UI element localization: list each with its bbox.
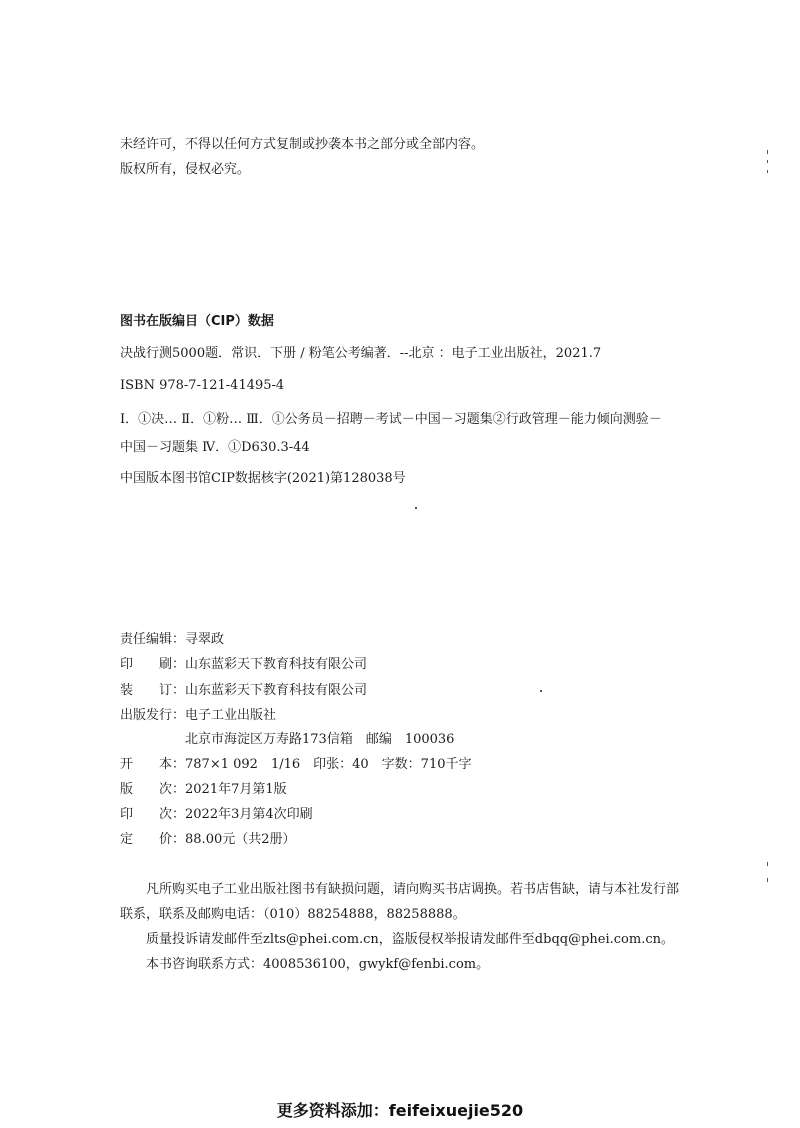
scan-speck (767, 878, 768, 882)
scan-speck (767, 150, 768, 154)
imprint-editor-value: 寻翠政 (185, 632, 225, 647)
imprint-publisher (120, 708, 276, 724)
imprint-format-label: 开 本： (120, 757, 186, 772)
cip-number: 中国版本图书馆CIP数据核字(2021)第128038号 (120, 471, 406, 486)
notice-line1: 凡所购买电子工业出版社图书有缺损问题，请向购买书店调换。若书店售缺，请与本社发行部 (146, 882, 680, 897)
imprint-printer-label: 印 刷： (120, 657, 186, 672)
imprint-binder-label: 装 订： (120, 683, 186, 698)
imprint-editor-label: 责任编辑： (120, 632, 186, 647)
notice-line3: 质量投诉请发邮件至zlts@phei.com.cn，盗版侵权举报请发邮件至dbqq@phei.com.cn。 (146, 932, 674, 947)
imprint-printer (120, 657, 367, 673)
scan-speck (767, 170, 768, 173)
imprint-printing (120, 807, 313, 823)
notice-line2: 联系，联系及邮购电话：（010）88254888，88258888。 (120, 907, 466, 922)
imprint-price-value: 88.00元（共2册） (185, 832, 296, 847)
imprint-format-value: 787×1 092 1/16 印张：40 字数：710千字 (185, 757, 472, 772)
imprint-printer-value: 山东蓝彩天下教育科技有限公司 (185, 657, 368, 672)
imprint-binder (120, 683, 367, 699)
scan-speck (767, 862, 768, 866)
imprint-binder-value: 山东蓝彩天下教育科技有限公司 (185, 683, 368, 698)
imprint-edition-label: 版 次： (120, 782, 186, 797)
copyright-notice-line1: 未经许可，不得以任何方式复制或抄袭本书之部分或全部内容。 (120, 137, 485, 152)
cip-heading: 图书在版编目（CIP）数据 (120, 314, 274, 329)
imprint-edition-value: 2021年7月第1版 (185, 782, 287, 797)
imprint-address: 北京市海淀区万寿路173信箱 邮编 100036 (185, 732, 455, 747)
imprint-printing-value: 2022年3月第4次印刷 (185, 807, 313, 822)
scan-speck (540, 690, 542, 692)
imprint-price-label: 定 价： (120, 832, 186, 847)
cip-title-line: 决战行测5000题．常识．下册 / 粉笔公考编著．--北京 ：电子工业出版社，2021.7 (120, 346, 602, 361)
imprint-price (120, 832, 296, 848)
cip-classification-line1: Ⅰ．①决… Ⅱ．①粉… Ⅲ．①公务员－招聘－考试－中国－习题集②行政管理－能力倾向测验－ (120, 412, 662, 427)
imprint-publisher-label: 出版发行： (120, 708, 186, 723)
imprint-format (120, 757, 472, 773)
notice-line4: 本书咨询联系方式：4008536100，gwykf@fenbi.com。 (146, 957, 490, 972)
imprint-printing-label: 印 次： (120, 807, 186, 822)
imprint-publisher-value: 电子工业出版社 (185, 708, 277, 723)
cip-isbn: ISBN 978-7-121-41495-4 (120, 378, 285, 393)
scan-speck (767, 160, 768, 163)
cip-classification-line2: 中国－习题集 Ⅳ．①D630.3-44 (120, 440, 310, 455)
imprint-edition (120, 782, 287, 798)
copyright-notice-line2: 版权所有，侵权必究。 (120, 162, 251, 177)
footer-contact: 更多资料添加：feifeixuejie520 (276, 1101, 524, 1120)
scan-speck (415, 507, 417, 509)
imprint-editor (120, 632, 224, 648)
